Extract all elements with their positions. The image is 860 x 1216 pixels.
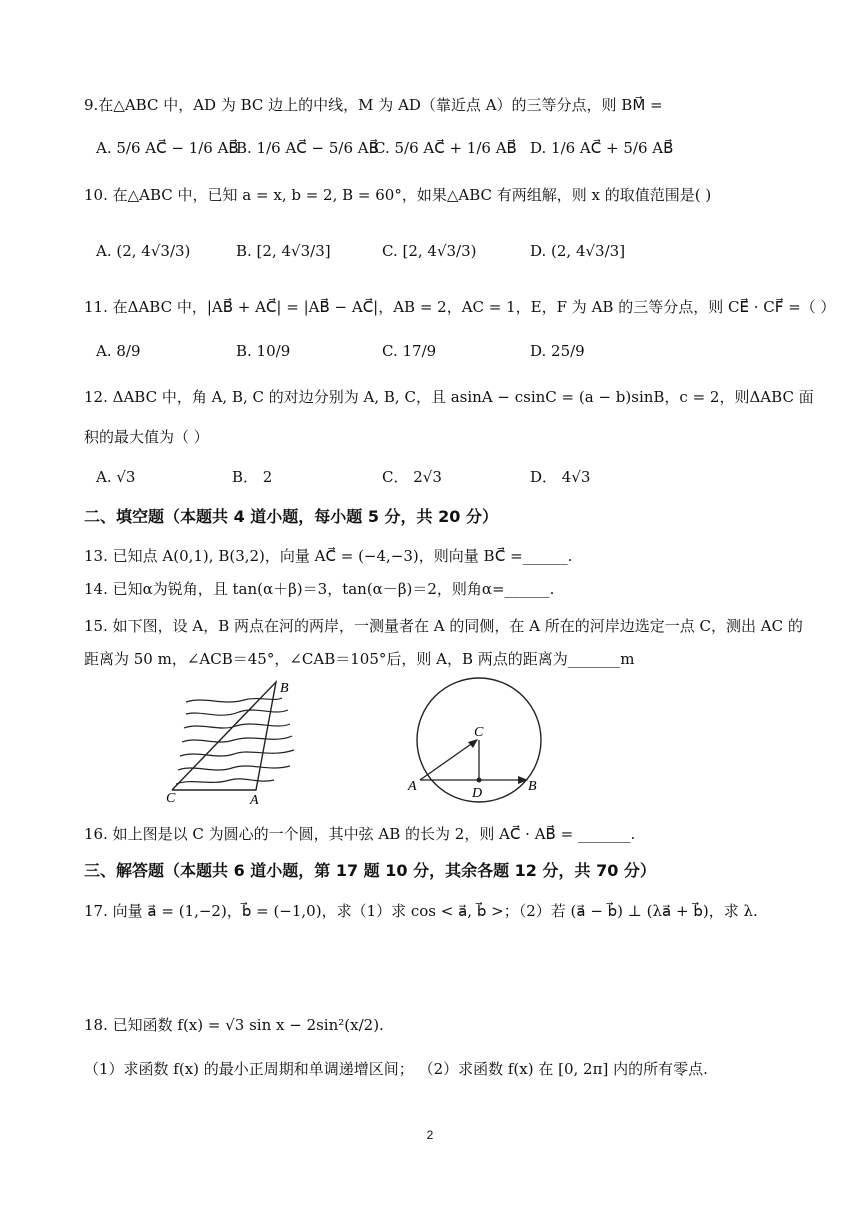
q12-option-b: B． 2 bbox=[232, 468, 273, 486]
q12-stem-continued: 积的最大值为（ ） bbox=[84, 428, 209, 446]
q18-stem: 18. 已知函数 f(x) = √3 sin x − 2sin²(x/2). bbox=[84, 1016, 384, 1034]
river-label-a: A bbox=[250, 793, 259, 806]
section-solution-heading: 三、解答题（本题共 6 道小题，第 17 题 10 分，其余各题 12 分，共 70 分） bbox=[84, 861, 656, 880]
q15-stem-line1: 15. 如下图，设 A，B 两点在河的两岸，一测量者在 A 的同侧，在 A 所在的河岸边选定一点 C，测出 AC 的 bbox=[84, 617, 803, 635]
q12-option-d: D． 4√3 bbox=[530, 468, 591, 486]
q10-option-b: B. [2, 4√3/3] bbox=[236, 242, 331, 260]
q11-option-a: A. 8/9 bbox=[96, 342, 141, 360]
q9-option-b: B. 1/6 AC⃗ − 5/6 AB⃗ bbox=[236, 139, 379, 157]
q9-option-d: D. 1/6 AC⃗ + 5/6 AB⃗ bbox=[530, 139, 674, 157]
page-number: 2 bbox=[426, 1128, 434, 1142]
section-fill-in-heading: 二、填空题（本题共 4 道小题，每小题 5 分，共 20 分） bbox=[84, 507, 498, 526]
q18-parts: （1）求函数 f(x) 的最小正周期和单调递增区间； （2）求函数 f(x) 在 [0, 2π] 内的所有零点. bbox=[84, 1060, 708, 1078]
q9-option-c: C. 5/6 AC⃗ + 1/6 AB⃗ bbox=[374, 139, 517, 157]
circle-label-d: D bbox=[472, 786, 483, 801]
river-label-b: B bbox=[280, 681, 289, 696]
q12-stem: 12. ΔABC 中，角 A, B, C 的对边分别为 A, B, C，且 asinA − csinC = (a − b)sinB，c = 2，则ΔABC 面 bbox=[84, 388, 814, 406]
q17-stem: 17. 向量 a⃗ = (1,−2)，b⃗ = (−1,0)，求（1）求 cos < a⃗, b⃗ >；（2）若 (a⃗ − b⃗) ⊥ (λa⃗ + b⃗)，求 λ. bbox=[84, 902, 758, 920]
q15-stem-line2: 距离为 50 m，∠ACB＝45°，∠CAB＝105°后，则 A，B 两点的距离为_______m bbox=[84, 650, 635, 668]
river-label-c: C bbox=[166, 791, 176, 806]
circle-label-c: C bbox=[474, 725, 484, 740]
q10-option-c: C. [2, 4√3/3) bbox=[382, 242, 477, 260]
q9-option-a: A. 5/6 AC⃗ − 1/6 AB⃗ bbox=[96, 139, 239, 157]
q14-stem: 14. 已知α为锐角，且 tan(α＋β)＝3，tan(α－β)＝2，则角α=______. bbox=[84, 580, 555, 598]
q11-option-d: D. 25/9 bbox=[530, 342, 585, 360]
q13-stem: 13. 已知点 A(0,1), B(3,2)，向量 AC⃗ = (−4,−3)，则向量 BC⃗ =______. bbox=[84, 547, 573, 565]
q11-option-b: B. 10/9 bbox=[236, 342, 291, 360]
river-figure bbox=[164, 676, 304, 806]
q10-option-d: D. (2, 4√3/3] bbox=[530, 242, 626, 260]
circle-label-a: A bbox=[408, 779, 417, 794]
q12-option-a: A. √3 bbox=[96, 468, 136, 486]
q11-stem: 11. 在ΔABC 中，|AB⃗ + AC⃗| = |AB⃗ − AC⃗|，AB = 2，AC = 1，E，F 为 AB 的三等分点，则 CE⃗ · CF⃗ =（ ） bbox=[84, 298, 836, 316]
q9-stem: 9.在△ABC 中，AD 为 BC 边上的中线，M 为 AD（靠近点 A）的三等分点，则 BM⃗ = bbox=[84, 96, 663, 114]
q10-option-a: A. (2, 4√3/3) bbox=[96, 242, 191, 260]
q11-option-c: C. 17/9 bbox=[382, 342, 437, 360]
circle-label-b: B bbox=[528, 779, 537, 794]
q12-option-c: C． 2√3 bbox=[382, 468, 442, 486]
q10-stem: 10. 在△ABC 中，已知 a = x, b = 2, B = 60°，如果△ABC 有两组解，则 x 的取值范围是( ) bbox=[84, 186, 712, 204]
q16-stem: 16. 如上图是以 C 为圆心的一个圆，其中弦 AB 的长为 2，则 AC⃗ · AB⃗ = _______. bbox=[84, 825, 636, 843]
circle-figure bbox=[406, 676, 556, 806]
